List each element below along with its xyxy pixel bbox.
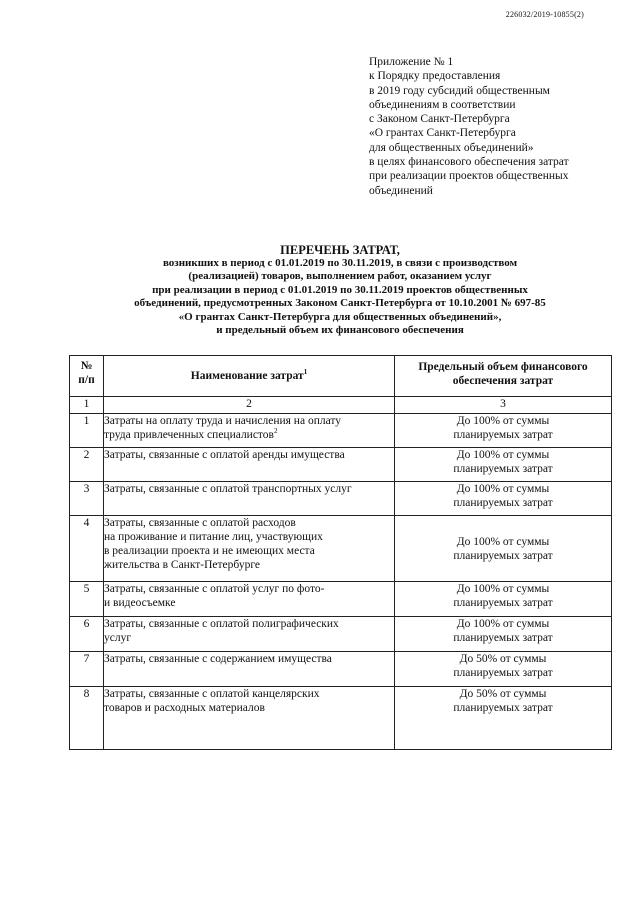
title-line: объединений, предусмотренных Законом Санкт-Петербурга от 10.10.2001 № 697-85 xyxy=(134,297,546,310)
row-limit: До 100% от суммы планируемых затрат xyxy=(395,516,612,582)
row-limit: До 100% от суммы планируемых затрат xyxy=(395,414,612,448)
column-number: 1 xyxy=(70,397,104,414)
title-heading: ПЕРЕЧЕНЬ ЗАТРАТ, xyxy=(280,243,400,257)
table-row xyxy=(70,652,612,687)
title-line: (реализацией) товаров, выполнением работ, оказанием услуг xyxy=(188,270,492,283)
appendix-line: объединениям в соответствии xyxy=(369,98,516,111)
title-line: при реализации в период с 01.01.2019 по 30.11.2019 проектов общественных xyxy=(152,283,528,296)
row-number: 7 xyxy=(70,652,104,687)
column-number: 2 xyxy=(104,397,395,414)
row-name: Затраты на оплату труда и начисления на оплату труда привлеченных специалистов$^2$ xyxy=(104,414,395,448)
row-limit: До 100% от суммы планируемых затрат xyxy=(395,448,612,482)
table-row xyxy=(70,617,612,652)
appendix-line: в целях финансового обеспечения затрат xyxy=(369,156,569,169)
table-row xyxy=(70,482,612,516)
cost-table xyxy=(69,355,612,750)
table-row xyxy=(70,414,612,448)
row-name: Затраты, связанные с оплатой транспортных услуг xyxy=(104,482,395,516)
row-name: Затраты, связанные с оплатой аренды имущества xyxy=(104,448,395,482)
row-name: Затраты, связанные с оплатой полиграфических услуг xyxy=(104,617,395,652)
row-number: 8 xyxy=(70,687,104,750)
row-limit: До 100% от суммы планируемых затрат xyxy=(395,582,612,617)
appendix-line: в 2019 году субсидий общественным xyxy=(369,84,550,97)
appendix-line: объединений xyxy=(369,184,433,197)
document-number: 226032/2019-10855(2) xyxy=(505,10,584,19)
column-number: 3 xyxy=(395,397,612,414)
row-limit: До 100% от суммы планируемых затрат xyxy=(395,482,612,516)
title-line: «О грантах Санкт-Петербурга для общественных объединений», xyxy=(178,310,502,323)
row-name: Затраты, связанные с содержанием имущества xyxy=(104,652,395,687)
row-name: Затраты, связанные с оплатой канцелярских товаров и расходных материалов xyxy=(104,687,395,750)
row-number: 2 xyxy=(70,448,104,482)
table-row xyxy=(70,516,612,582)
row-name: Затраты, связанные с оплатой расходов на проживание и питание лиц, участвующих в реализации проекта и не имеющих места жительства в Санкт-Петербурге xyxy=(104,516,395,582)
header-number: № п/п xyxy=(70,356,104,397)
row-number: 1 xyxy=(70,414,104,448)
appendix-line: с Законом Санкт-Петербурга xyxy=(369,113,510,126)
table-header-row xyxy=(70,356,612,397)
appendix-line: «О грантах Санкт-Петербурга xyxy=(369,127,516,140)
appendix-line: к Порядку предоставления xyxy=(369,70,501,83)
appendix-block xyxy=(369,55,609,198)
table-row xyxy=(70,687,612,750)
column-numbers-row xyxy=(70,397,612,414)
row-limit: До 50% от суммы планируемых затрат xyxy=(395,652,612,687)
row-number: 3 xyxy=(70,482,104,516)
header-limit: Предельный объем финансового обеспечения затрат xyxy=(395,356,612,397)
header-name: Наименование затрат$^1$ xyxy=(104,356,395,397)
appendix-line: при реализации проектов общественных xyxy=(369,170,569,183)
row-limit: До 100% от суммы планируемых затрат xyxy=(395,617,612,652)
title-line: и предельный объем их финансового обеспечения xyxy=(216,324,464,337)
row-number: 5 xyxy=(70,582,104,617)
appendix-line: Приложение № 1 xyxy=(369,56,454,68)
appendix-line: для общественных объединений» xyxy=(369,141,534,154)
row-name: Затраты, связанные с оплатой услуг по фото- и видеосъемке xyxy=(104,582,395,617)
table-row xyxy=(70,582,612,617)
row-number: 4 xyxy=(70,516,104,582)
row-number: 6 xyxy=(70,617,104,652)
title-line: возникших в период с 01.01.2019 по 30.11.2019, в связи с производством xyxy=(162,257,518,269)
row-limit: До 50% от суммы планируемых затрат xyxy=(395,687,612,750)
document-title xyxy=(70,243,610,337)
table-row xyxy=(70,448,612,482)
